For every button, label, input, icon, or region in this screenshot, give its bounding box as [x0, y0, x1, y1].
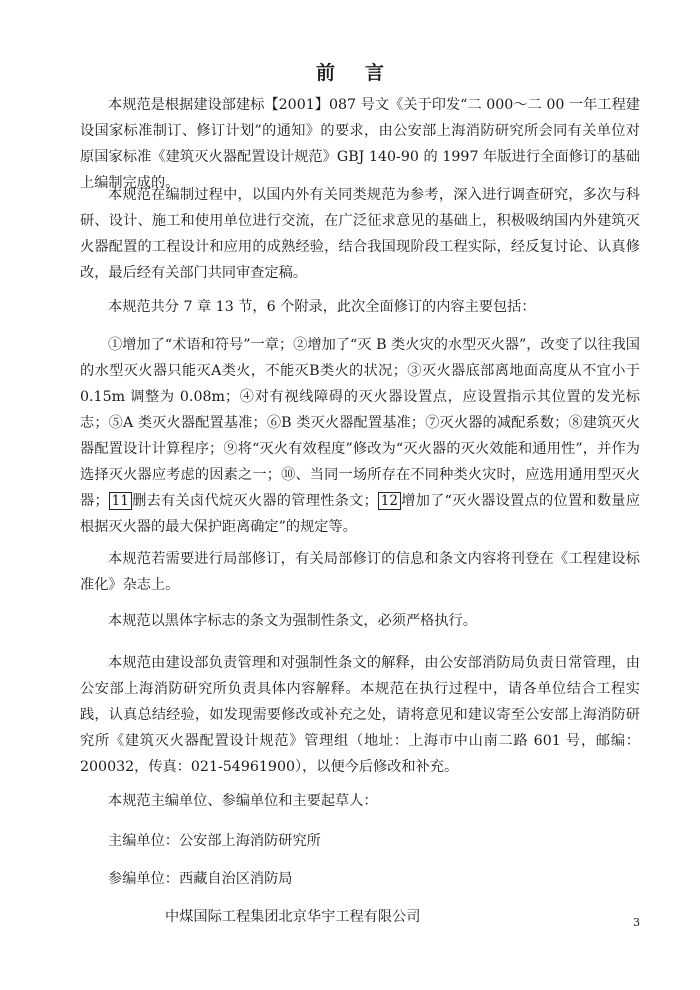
paragraph-revisions: [80, 332, 640, 540]
paragraph-mandatory: 本规范以黑体字标志的条文为强制性条文，必须严格执行。: [108, 613, 477, 629]
chief-unit-value: 公安部上海消防研究所: [178, 833, 321, 849]
paragraph-drafters-intro: 本规范主编单位、参编单位和主要起草人：: [108, 793, 378, 809]
paragraph-partial-revision: 本规范若需要进行局部修订，有关局部修订的信息和条文内容将刊登在《工程建设标准化》杂志上。: [80, 551, 640, 593]
chief-unit-line: [108, 828, 321, 854]
paragraph-structure: 本规范共分 7 章 13 节，6 个附录，此次全面修订的内容主要包括：: [108, 299, 536, 315]
paragraph-basis: 本规范是根据建设部建标【2001】087 号文《关于印发“二 000～二 00 一年工程建设国家标准制订、修订计划”的通知》的要求，由公安部上海消防研究所会同有关单位对原国家标准《建筑灭火器配置设计规范》GBJ 140-90 的 1997 年版进行全面修订的基础上编制完成的。: [80, 97, 640, 191]
title-char-1: 前: [315, 62, 335, 84]
revisions-text-b: 删去有关卤代烷灭火器的管理性条文；: [131, 493, 378, 509]
participant-unit-line-2: [165, 904, 420, 930]
participant-unit-value-2: 中煤国际工程集团北京华宇工程有限公司: [165, 909, 421, 925]
title-char-2: 言: [365, 62, 385, 84]
page-title: [0, 58, 700, 85]
page-number: 3: [633, 916, 640, 929]
revisions-text-a: ①增加了“术语和符号”一章；②增加了“灭 B 类火灾的水型灭火器”，改变了以往我国的水型灭火器只能灭A类火，不能灭B类火的状况；③灭火器底部离地面高度从不宜小于 0.15m 调整为 0.08m；④对有视线障碍的灭火器设置点，应设置指示其位置的发光标志；⑤A 类灭火器配置基准；⑥B 类灭火器配置基准；⑦灭火器的减配系数；⑧建筑灭火器配置设计计算程序；⑨将“灭火有效程度”修改为“灭火器的灭火效能和通用性”，并作为选择灭火器应考虑的因素之一；⑩、当同一场所存在不同种类火灾时，应选用通用型灭火器；: [80, 337, 640, 509]
participant-unit-line: [108, 866, 292, 892]
revisions-text-c: 增加了“灭火器设置点的位置和数量应根据灭火器的最大保护距离确定”的规定等。: [80, 493, 640, 535]
participant-unit-label: 参编单位：: [108, 871, 179, 887]
item-12-box: 12: [378, 492, 401, 510]
chief-unit-label: 主编单位：: [108, 833, 179, 849]
paragraph-management: 本规范由建设部负责管理和对强制性条文的解释，由公安部消防局负责日常管理，由公安部上海消防研究所负责具体内容解释。本规范在执行过程中，请各单位结合工程实践，认真总结经验，如发现需要修改或补充之处，请将意见和建议寄至公安部上海消防研究所《建筑灭火器配置设计规范》管理组（地址：上海市中山南二路 601 号，邮编：200032，传真：021-54961900），以便今后修改和补充。: [80, 655, 640, 775]
paragraph-process: 本规范在编制过程中，以国内外有关同类规范为参考，深入进行调查研究，多次与科研、设计、施工和使用单位进行交流，在广泛征求意见的基础上，积极吸纳国内外建筑灭火器配置的工程设计和应用的成熟经验，结合我国现阶段工程实际，经反复讨论、认真修改，最后经有关部门共同审查定稿。: [80, 187, 640, 281]
item-11-box: 11: [109, 492, 132, 510]
participant-unit-value-1: 西藏自治区消防局: [178, 871, 293, 887]
